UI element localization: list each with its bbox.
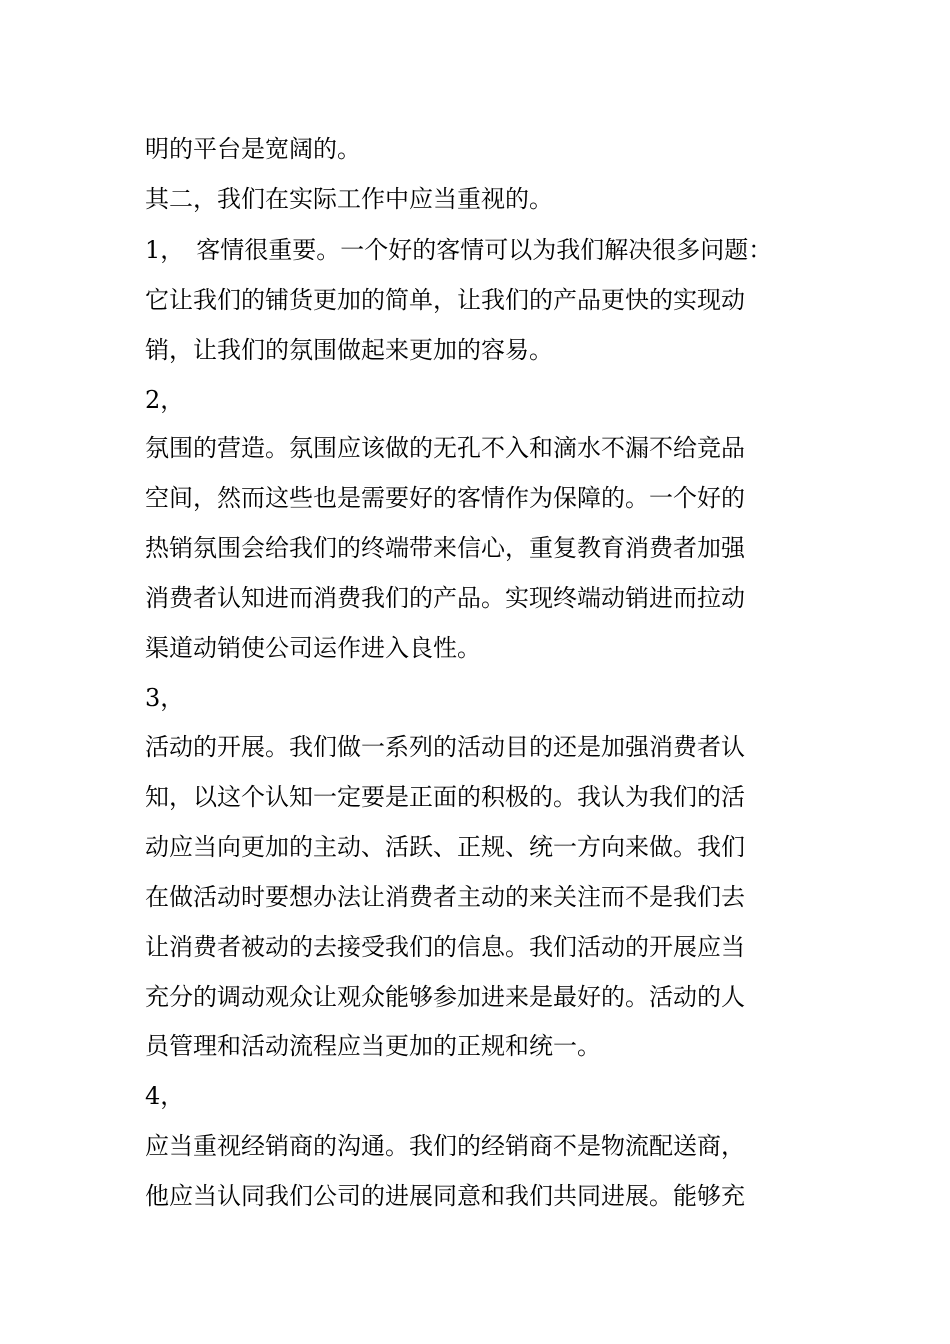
- text-line: 知，以这个认知一定要是正面的积极的。我认为我们的活: [145, 783, 745, 811]
- text-line: 应当重视经销商的沟通。我们的经销商不是物流配送商，: [145, 1132, 745, 1160]
- text-line: 其二，我们在实际工作中应当重视的。: [145, 185, 553, 213]
- text-line: 消费者认知进而消费我们的产品。实现终端动销进而拉动: [145, 584, 745, 612]
- text-line: 销，让我们的氛围做起来更加的容易。: [145, 336, 553, 364]
- text-line: 4，: [145, 1082, 185, 1110]
- text-line: 员管理和活动流程应当更加的正规和统一。: [145, 1032, 601, 1060]
- text-line: 活动的开展。我们做一系列的活动目的还是加强消费者认: [145, 733, 745, 761]
- text-line: 明的平台是宽阔的。: [145, 135, 361, 163]
- text-line: 1， 客情很重要。一个好的客情可以为我们解决很多问题：: [145, 236, 773, 264]
- text-line: 渠道动销使公司运作进入良性。: [145, 634, 481, 662]
- text-line: 让消费者被动的去接受我们的信息。我们活动的开展应当: [145, 933, 745, 961]
- text-line: 氛围的营造。氛围应该做的无孔不入和滴水不漏不给竞品: [145, 434, 745, 462]
- text-line: 2，: [145, 386, 185, 414]
- text-line: 3，: [145, 684, 185, 712]
- text-line: 在做活动时要想办法让消费者主动的来关注而不是我们去: [145, 883, 745, 911]
- text-line: 充分的调动观众让观众能够参加进来是最好的。活动的人: [145, 983, 745, 1011]
- text-line: 空间，然而这些也是需要好的客情作为保障的。一个好的: [145, 484, 745, 512]
- text-line: 他应当认同我们公司的进展同意和我们共同进展。能够充: [145, 1182, 745, 1210]
- text-line: 它让我们的铺货更加的简单，让我们的产品更快的实现动: [145, 286, 745, 314]
- text-line: 热销氛围会给我们的终端带来信心，重复教育消费者加强: [145, 534, 745, 562]
- text-line: 动应当向更加的主动、活跃、正规、统一方向来做。我们: [145, 833, 745, 861]
